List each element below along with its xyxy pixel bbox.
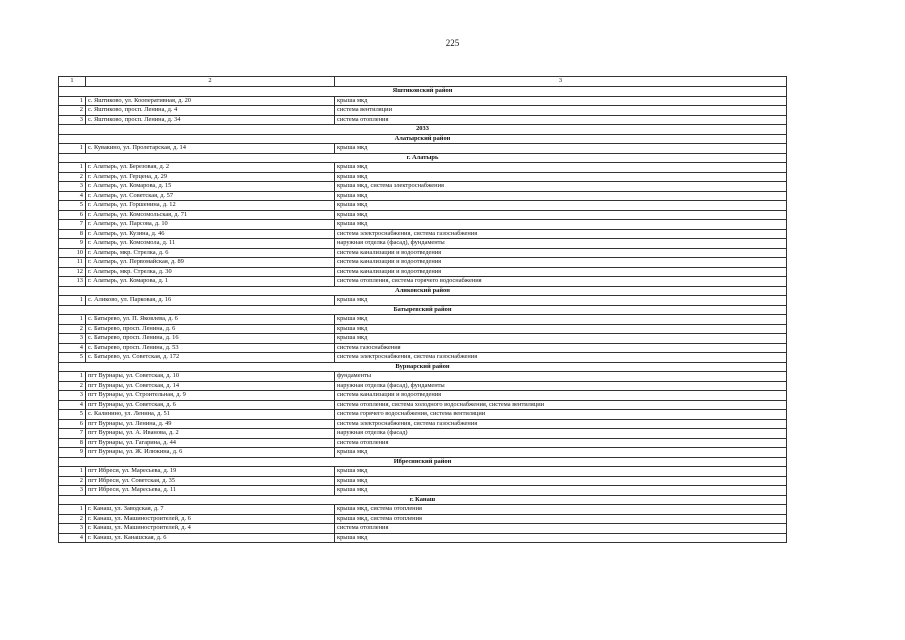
row-work-type: система электроснабжения, система газоснабжения — [335, 419, 787, 429]
row-work-type: система отопления — [335, 524, 787, 534]
row-address: г. Алатырь, ул. Горшенина, д. 12 — [86, 201, 335, 211]
row-work-type: фундаменты — [335, 372, 787, 382]
row-number: 1 — [59, 96, 86, 106]
table-row — [59, 476, 787, 486]
row-address: г. Алатырь, ул. Комарова, д. 1 — [86, 277, 335, 287]
row-work-type: наружная отделка (фасад), фундаменты — [335, 239, 787, 249]
section-row — [59, 286, 787, 296]
row-work-type: крыша мкд — [335, 172, 787, 182]
row-work-type: система отопления — [335, 438, 787, 448]
row-address: г. Алатырь, ул. Парсова, д. 10 — [86, 220, 335, 230]
row-work-type: крыша мкд — [335, 191, 787, 201]
row-work-type: наружная отделка (фасад), фундаменты — [335, 381, 787, 391]
row-number: 7 — [59, 220, 86, 230]
table-row — [59, 505, 787, 515]
row-address: г. Алатырь, ул. Березовая, д. 2 — [86, 163, 335, 173]
row-address: г. Алатырь, мкр. Стрелка, д. 30 — [86, 267, 335, 277]
row-work-type: система газоснабжения — [335, 343, 787, 353]
table-row — [59, 220, 787, 230]
row-number: 1 — [59, 163, 86, 173]
table-row — [59, 258, 787, 268]
row-address: с. Аликово, ул. Парковая, д. 16 — [86, 296, 335, 306]
table-row — [59, 96, 787, 106]
row-number: 4 — [59, 400, 86, 410]
row-number: 5 — [59, 410, 86, 420]
row-address: пгт Вурнары, ул. Гагарина, д. 44 — [86, 438, 335, 448]
table-row — [59, 334, 787, 344]
table-row — [59, 229, 787, 239]
row-number: 2 — [59, 476, 86, 486]
row-number: 2 — [59, 381, 86, 391]
table-row — [59, 410, 787, 420]
row-address: с. Батырево, просп. Ленина, д. 6 — [86, 324, 335, 334]
row-work-type: система электроснабжения, система газоснабжения — [335, 229, 787, 239]
section-row — [59, 362, 787, 372]
row-work-type: крыша мкд — [335, 315, 787, 325]
row-address: пгт Вурнары, ул. Советская, д. 6 — [86, 400, 335, 410]
row-number: 6 — [59, 419, 86, 429]
row-number: 3 — [59, 182, 86, 192]
column-number-row — [59, 77, 787, 87]
row-number: 4 — [59, 533, 86, 543]
row-number: 1 — [59, 467, 86, 477]
table-body — [59, 77, 787, 543]
row-address: с. Кувакино, ул. Пролетарская, д. 14 — [86, 144, 335, 154]
row-address: с. Яштиково, просп. Ленина, д. 34 — [86, 115, 335, 125]
row-address: пгт Ибреси, ул. Советская, д. 35 — [86, 476, 335, 486]
row-number: 8 — [59, 229, 86, 239]
row-work-type: система вентиляции — [335, 106, 787, 116]
row-work-type: система канализации и водоотведения — [335, 258, 787, 268]
row-work-type: крыша мкд — [335, 144, 787, 154]
row-number: 12 — [59, 267, 86, 277]
table-row — [59, 391, 787, 401]
row-address: с. Батырево, ул. Советская, д. 172 — [86, 353, 335, 363]
row-work-type: система канализации и водоотведения — [335, 248, 787, 258]
section-row — [59, 305, 787, 315]
table-row — [59, 248, 787, 258]
row-work-type: крыша мкд — [335, 448, 787, 458]
row-number: 4 — [59, 343, 86, 353]
row-address: пгт Ибреси, ул. Маресьева, д. 19 — [86, 467, 335, 477]
section-title: Вурнарский район — [59, 362, 787, 372]
row-work-type: крыша мкд — [335, 486, 787, 496]
row-work-type: крыша мкд — [335, 476, 787, 486]
row-number: 3 — [59, 115, 86, 125]
row-address: г. Канаш, ул. Машиностроителей, д. 4 — [86, 524, 335, 534]
row-work-type: крыша мкд — [335, 220, 787, 230]
table-row — [59, 296, 787, 306]
page-number: 225 — [445, 38, 460, 48]
row-work-type: крыша мкд — [335, 96, 787, 106]
table-row — [59, 381, 787, 391]
section-row — [59, 495, 787, 505]
section-title: Яштиковский район — [59, 87, 787, 97]
table-row — [59, 533, 787, 543]
table-row — [59, 400, 787, 410]
row-address: пгт Вурнары, ул. Ленина, д. 49 — [86, 419, 335, 429]
section-title: Батыревский район — [59, 305, 787, 315]
table-row — [59, 524, 787, 534]
table-row — [59, 343, 787, 353]
row-number: 3 — [59, 391, 86, 401]
row-address: г. Алатырь, ул. Комарова, д. 15 — [86, 182, 335, 192]
row-number: 4 — [59, 191, 86, 201]
row-number: 2 — [59, 514, 86, 524]
row-address: пгт Вурнары, ул. Советская, д. 10 — [86, 372, 335, 382]
row-number: 1 — [59, 372, 86, 382]
row-work-type: наружная отделка (фасад) — [335, 429, 787, 439]
row-address: пгт Вурнары, ул. А. Иванова, д. 2 — [86, 429, 335, 439]
row-address: г. Алатырь, ул. Кузина, д. 46 — [86, 229, 335, 239]
row-address: с. Калинино, ул. Ленина, д. 51 — [86, 410, 335, 420]
row-number: 7 — [59, 429, 86, 439]
row-work-type: система отопления, система горячего водоснабжения — [335, 277, 787, 287]
table-row — [59, 419, 787, 429]
row-number: 3 — [59, 524, 86, 534]
row-address: пгт Вурнары, ул. Ж. Илюкина, д. 6 — [86, 448, 335, 458]
table-row — [59, 201, 787, 211]
table-row — [59, 144, 787, 154]
section-row — [59, 87, 787, 97]
row-address: с. Батырево, просп. Ленина, д. 53 — [86, 343, 335, 353]
row-work-type: крыша мкд — [335, 467, 787, 477]
row-work-type: система горячего водоснабжения, система вентиляции — [335, 410, 787, 420]
row-address: с. Яштиково, ул. Кооперативная, д. 20 — [86, 96, 335, 106]
row-work-type: система электроснабжения, система газоснабжения — [335, 353, 787, 363]
table-row — [59, 163, 787, 173]
table-row — [59, 353, 787, 363]
table-row — [59, 514, 787, 524]
table-row — [59, 429, 787, 439]
row-address: пгт Вурнары, ул. Строительная, д. 9 — [86, 391, 335, 401]
row-work-type: крыша мкд — [335, 163, 787, 173]
row-work-type: система канализации и водоотведения — [335, 267, 787, 277]
row-number: 2 — [59, 324, 86, 334]
row-number: 8 — [59, 438, 86, 448]
row-address: г. Алатырь, ул. Комсомола, д. 11 — [86, 239, 335, 249]
row-work-type: крыша мкд, система отопления — [335, 514, 787, 524]
table-row — [59, 267, 787, 277]
row-address: г. Алатырь, ул. Первомайская, д. 89 — [86, 258, 335, 268]
table-row — [59, 210, 787, 220]
row-work-type: система отопления, система холодного водоснабжения, система вентиляции — [335, 400, 787, 410]
row-address: г. Канаш, ул. Заводская, д. 7 — [86, 505, 335, 515]
row-work-type: крыша мкд — [335, 201, 787, 211]
row-address: г. Алатырь, мкр. Стрелка, д. 6 — [86, 248, 335, 258]
row-number: 5 — [59, 201, 86, 211]
row-address: г. Алатырь, ул. Комсомольская, д. 71 — [86, 210, 335, 220]
row-number: 1 — [59, 505, 86, 515]
row-number: 1 — [59, 296, 86, 306]
row-work-type: крыша мкд — [335, 296, 787, 306]
row-number: 6 — [59, 210, 86, 220]
row-number: 9 — [59, 239, 86, 249]
table-row — [59, 315, 787, 325]
row-address: с. Батырево, просп. Ленина, д. 16 — [86, 334, 335, 344]
row-number: 2 — [59, 106, 86, 116]
section-title: Аликовский район — [59, 286, 787, 296]
repair-schedule-table — [58, 76, 787, 543]
row-work-type: система канализации и водоотведения — [335, 391, 787, 401]
row-address: с. Батырево, ул. П. Яковлева, д. 6 — [86, 315, 335, 325]
row-work-type: крыша мкд — [335, 533, 787, 543]
row-address: с. Яштиково, просп. Ленина, д. 4 — [86, 106, 335, 116]
row-number: 11 — [59, 258, 86, 268]
row-address: г. Алатырь, ул. Советская, д. 57 — [86, 191, 335, 201]
row-number: 13 — [59, 277, 86, 287]
section-title: 2033 — [59, 125, 787, 135]
row-address: пгт Ибреси, ул. Маресьева, д. 11 — [86, 486, 335, 496]
row-number: 2 — [59, 172, 86, 182]
section-title: Ибресинский район — [59, 457, 787, 467]
table-row — [59, 277, 787, 287]
table-row — [59, 372, 787, 382]
section-title: г. Алатырь — [59, 153, 787, 163]
table-row — [59, 115, 787, 125]
table-row — [59, 438, 787, 448]
column-number-1: 1 — [59, 77, 86, 87]
table-row — [59, 486, 787, 496]
row-work-type: крыша мкд — [335, 210, 787, 220]
column-number-3: 3 — [335, 77, 787, 87]
table-row — [59, 182, 787, 192]
row-address: г. Алатырь, ул. Герцена, д. 29 — [86, 172, 335, 182]
section-row — [59, 134, 787, 144]
row-number: 5 — [59, 353, 86, 363]
row-number: 1 — [59, 144, 86, 154]
row-address: пгт Вурнары, ул. Советская, д. 14 — [86, 381, 335, 391]
row-address: г. Канаш, ул. Канашская, д. 6 — [86, 533, 335, 543]
section-row — [59, 153, 787, 163]
table-row — [59, 467, 787, 477]
table-row — [59, 191, 787, 201]
row-address: г. Канаш, ул. Машиностроителей, д. 6 — [86, 514, 335, 524]
row-work-type: крыша мкд, система отопления — [335, 505, 787, 515]
row-number: 1 — [59, 315, 86, 325]
row-work-type: крыша мкд — [335, 334, 787, 344]
row-number: 3 — [59, 486, 86, 496]
row-number: 9 — [59, 448, 86, 458]
row-work-type: крыша мкд, система электроснабжения — [335, 182, 787, 192]
table-row — [59, 448, 787, 458]
section-row — [59, 457, 787, 467]
row-number: 3 — [59, 334, 86, 344]
row-work-type: крыша мкд — [335, 324, 787, 334]
table-row — [59, 239, 787, 249]
column-number-2: 2 — [86, 77, 335, 87]
section-title: г. Канаш — [59, 495, 787, 505]
table-row — [59, 172, 787, 182]
section-title: Алатырский район — [59, 134, 787, 144]
row-number: 10 — [59, 248, 86, 258]
section-row — [59, 125, 787, 135]
table-row — [59, 324, 787, 334]
table-row — [59, 106, 787, 116]
row-work-type: система отопления — [335, 115, 787, 125]
